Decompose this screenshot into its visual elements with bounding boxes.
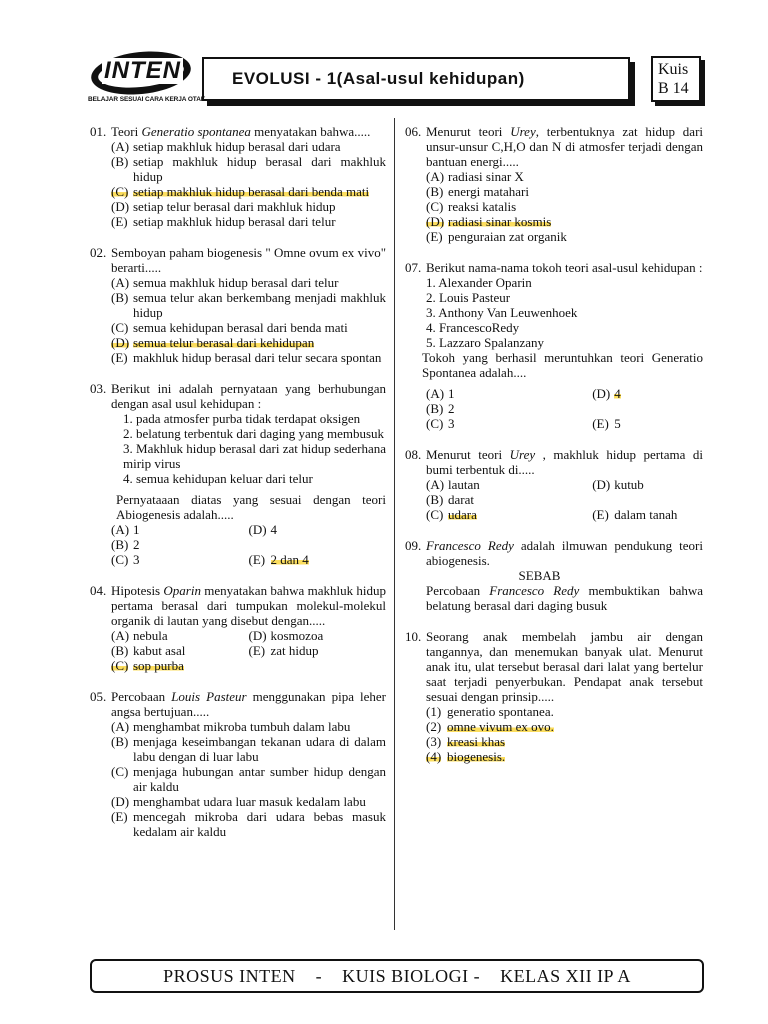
options-row — [111, 522, 386, 537]
option-text: omne vivum ex ovo. — [447, 719, 554, 734]
option-d-highlighted[interactable] — [426, 214, 703, 229]
footer-separator: - — [315, 965, 323, 986]
option-a[interactable] — [426, 477, 592, 492]
option-text: semua makhluk hidup berasal dari telur — [133, 275, 339, 290]
stem-text: menyatakan bahwa makhluk hidup pertama berasal dari tumpukan molekul-molekul organik di lautan yang disebut dengan..... — [111, 583, 386, 628]
footer-left: PROSUS INTEN — [163, 965, 296, 986]
option-b[interactable] — [111, 643, 249, 658]
stem-text: , terbentuknya zat hidup dari unsur-unsur C,H,O dan N di atmosfer terjadi dengan bantuan energi..... — [426, 124, 704, 169]
question-body — [111, 689, 386, 839]
reason-part: membuktikan bahwa belatung berasal dari daging busuk — [426, 583, 704, 613]
option-e[interactable] — [592, 507, 703, 522]
options-row — [426, 416, 703, 431]
question-number: 09. — [405, 538, 422, 553]
stem-text: menyatakan bahwa..... — [250, 124, 371, 139]
title-box — [202, 57, 630, 101]
option-text: setiap makhluk hidup berasal dari makhluk hidup — [133, 154, 386, 184]
option-letter: (2) — [426, 719, 442, 734]
option-text: biogenesis. — [447, 749, 506, 764]
option-b[interactable] — [426, 492, 537, 507]
statement-text: 3. Makhluk hidup berasal dari zat hidup sederhana mirip virus — [123, 441, 386, 471]
logo-text: INTEN — [104, 57, 181, 84]
option-a[interactable] — [111, 628, 249, 643]
option-text: 4 — [270, 522, 277, 537]
question-02 — [90, 245, 386, 365]
option-1[interactable] — [426, 704, 703, 719]
option-letter: (D) — [111, 335, 130, 350]
option-text: radiasi sinar X — [448, 169, 524, 184]
option-3-highlighted[interactable] — [426, 734, 703, 749]
option-text: kreasi khas — [447, 734, 506, 749]
question-10 — [405, 629, 703, 764]
statement-3 — [111, 441, 386, 471]
stem-text: Menurut teori — [426, 124, 511, 139]
option-b[interactable] — [111, 154, 386, 184]
option-letter: (D) — [248, 628, 267, 643]
option-letter: (A) — [111, 522, 130, 537]
kuis-code-box — [651, 56, 701, 102]
question-number: 07. — [405, 260, 422, 275]
option-text: setiap makhluk hidup berasal dari benda mati — [133, 184, 370, 199]
option-d-highlighted[interactable] — [592, 386, 703, 401]
question-stem: Berikut ini adalah pernyataan yang berhubungan dengan asal usul kehidupan : — [111, 381, 386, 411]
right-column — [405, 124, 703, 780]
option-b[interactable] — [111, 537, 249, 552]
option-c[interactable] — [111, 552, 249, 567]
options-row — [111, 552, 386, 567]
option-d[interactable] — [111, 199, 386, 214]
question-body — [426, 629, 703, 764]
option-text: setiap makhluk hidup berasal dari udara — [133, 139, 341, 154]
options-row — [426, 492, 703, 507]
footer-middle: KUIS BIOLOGI - — [342, 965, 481, 986]
question-prompt: Tokoh yang berhasil meruntuhkan teori Generatio Spontanea adalah.... — [422, 350, 703, 380]
statement-1: 1. Alexander Oparin — [426, 275, 532, 290]
question-01 — [90, 124, 386, 229]
option-text: dalam tanah — [614, 507, 678, 522]
option-e[interactable] — [111, 350, 386, 365]
question-03 — [90, 381, 386, 567]
option-d[interactable] — [111, 794, 386, 809]
option-text: kutub — [614, 477, 644, 492]
option-letter: (B) — [426, 184, 444, 199]
option-text: generatio spontanea. — [447, 704, 554, 719]
option-text: nebula — [133, 628, 168, 643]
option-text: sop purba — [133, 658, 184, 673]
statement-5: 5. Lazzaro Spalanzany — [426, 335, 545, 350]
statement-3: 3. Anthony Van Leuwenhoek — [426, 305, 578, 320]
question-number: 05. — [90, 689, 107, 704]
stem-text: , makhluk hidup pertama di bumi terbentuk di..... — [426, 447, 703, 477]
question-stem — [111, 689, 386, 719]
option-text: makhluk hidup berasal dari telur secara spontan — [133, 350, 382, 365]
stem-italic: Francesco Redy — [426, 538, 514, 553]
footer-right: KELAS XII IP A — [500, 965, 631, 986]
option-d[interactable] — [249, 522, 387, 537]
footer-bar — [90, 959, 704, 993]
option-e[interactable] — [426, 229, 703, 244]
option-text: radiasi sinar kosmis — [448, 214, 552, 229]
statement-text: 1. pada atmosfer purba tidak terdapat oksigen — [123, 411, 361, 426]
question-06 — [405, 124, 703, 244]
option-text: mencegah mikroba dari udara bebas masuk kedalam air kaldu — [133, 809, 386, 839]
stem-text: Hipotesis — [111, 583, 164, 598]
question-prompt: Pernyataaan diatas yang sesuai dengan teori Abiogenesis adalah..... — [116, 492, 386, 522]
options-row — [111, 643, 386, 658]
option-letter: (E) — [592, 507, 609, 522]
options-row — [111, 628, 386, 643]
option-text: 5 — [614, 416, 621, 431]
question-stem — [426, 538, 703, 568]
option-text: darat — [448, 492, 474, 507]
option-a[interactable] — [111, 719, 386, 734]
question-body — [111, 583, 386, 673]
option-letter: (B) — [111, 154, 129, 169]
question-number: 03. — [90, 381, 107, 396]
option-text: reaksi katalis — [448, 199, 517, 214]
option-letter: (B) — [111, 643, 129, 658]
statement-2: 2. Louis Pasteur — [426, 290, 511, 305]
stem-italic: Oparin — [163, 583, 201, 598]
option-b[interactable] — [111, 290, 386, 320]
option-text: kosmozoa — [270, 628, 324, 643]
question-stem: Seorang anak membelah jambu air dengan tangannya, dan menemukan banyak ulat. Menurut anak itu, ulat tersebut berasal dari lalat yang bertelur saat terjadi penyerbukan. Pendapat anak tersebut sesuai dengan prinsip..... — [426, 629, 703, 704]
stem-text: Menurut teori — [426, 447, 510, 462]
option-a[interactable] — [426, 169, 703, 184]
option-text: 2 — [133, 537, 140, 552]
options-row — [426, 507, 703, 522]
option-letter: (B) — [426, 492, 444, 507]
question-number: 08. — [405, 447, 422, 462]
option-letter: (B) — [111, 537, 129, 552]
question-number: 04. — [90, 583, 107, 598]
option-b[interactable] — [111, 734, 386, 764]
question-number: 01. — [90, 124, 107, 139]
option-e-highlighted[interactable] — [249, 552, 387, 567]
logo-tagline: BELAJAR SESUAI CARA KERJA OTAK — [88, 96, 206, 103]
option-letter: (A) — [426, 477, 445, 492]
option-text: 3 — [448, 416, 455, 431]
option-e[interactable] — [111, 809, 386, 839]
question-body — [111, 124, 386, 229]
option-text: setiap makhluk hidup berasal dari telur — [133, 214, 336, 229]
option-letter: (D) — [592, 477, 611, 492]
option-letter: (C) — [426, 507, 444, 522]
kuis-label: Kuis — [658, 61, 689, 78]
option-letter: (B) — [111, 290, 129, 305]
option-text: semua kehidupan berasal dari benda mati — [133, 320, 348, 335]
option-text: semua telur akan berkembang menjadi makhluk hidup — [133, 290, 386, 320]
option-letter: (C) — [111, 764, 129, 779]
option-letter: (B) — [426, 401, 444, 416]
option-letter: (C) — [426, 199, 444, 214]
sebab-label: SEBAB — [518, 568, 561, 583]
stem-text: Teori — [111, 124, 142, 139]
statement-1 — [111, 411, 386, 426]
option-letter: (A) — [111, 275, 130, 290]
option-text: menghambat mikroba tumbuh dalam labu — [133, 719, 351, 734]
stem-text: Percobaan — [111, 689, 172, 704]
option-text: energi matahari — [448, 184, 529, 199]
option-letter: (C) — [111, 320, 129, 335]
option-text: menjaga keseimbangan tekanan udara di dalam labu dengan di luar labu — [133, 734, 386, 764]
question-number: 06. — [405, 124, 422, 139]
option-c[interactable] — [111, 320, 386, 335]
option-letter: (3) — [426, 734, 442, 749]
option-letter: (A) — [426, 386, 445, 401]
option-letter: (C) — [426, 416, 444, 431]
options-row — [426, 401, 703, 416]
option-letter: (D) — [248, 522, 267, 537]
option-letter: (C) — [111, 552, 129, 567]
question-number: 10. — [405, 629, 422, 644]
option-e[interactable] — [249, 643, 387, 658]
option-c[interactable] — [426, 199, 703, 214]
option-a[interactable] — [111, 275, 386, 290]
option-letter: (E) — [111, 350, 128, 365]
options-row — [426, 477, 703, 492]
option-letter: (E) — [248, 552, 266, 567]
option-letter: (E) — [426, 229, 443, 244]
option-a[interactable] — [426, 386, 592, 401]
stem-text: menggunakan pipa leher angsa bertujuan..... — [111, 689, 386, 719]
question-stem — [111, 124, 386, 139]
option-letter: (E) — [111, 214, 128, 229]
option-c[interactable] — [426, 416, 592, 431]
option-c[interactable] — [111, 764, 386, 794]
options-row — [426, 386, 703, 401]
question-stem — [426, 447, 703, 477]
statement-2 — [111, 426, 386, 441]
option-2-highlighted[interactable] — [426, 719, 703, 734]
stem-italic: Urey — [509, 447, 536, 462]
option-c-highlighted[interactable] — [111, 184, 386, 199]
option-letter: (A) — [111, 139, 130, 154]
option-letter: (D) — [426, 214, 445, 229]
option-letter: (D) — [592, 386, 611, 401]
stem-italic: Louis Pasteur — [171, 689, 247, 704]
option-d-highlighted[interactable] — [111, 335, 386, 350]
question-stem: Berikut nama-nama tokoh teori asal-usul kehidupan : — [426, 260, 703, 275]
option-text: 4 — [614, 386, 621, 401]
option-b[interactable] — [426, 401, 537, 416]
question-05 — [90, 689, 386, 839]
option-letter: (E) — [248, 643, 266, 658]
option-text: lautan — [448, 477, 480, 492]
option-d[interactable] — [249, 628, 387, 643]
stem-italic: Generatio spontanea — [141, 124, 251, 139]
question-body — [111, 381, 386, 567]
statement-text: 2. belatung terbentuk dari daging yang membusuk — [123, 426, 385, 441]
question-04 — [90, 583, 386, 673]
question-07 — [405, 260, 703, 431]
option-letter: (1) — [426, 704, 442, 719]
option-text: menjaga hubungan antar sumber hidup dengan air kaldu — [133, 764, 386, 794]
options-row — [111, 658, 386, 673]
option-text: 2 — [448, 401, 455, 416]
option-letter: (4) — [426, 749, 442, 764]
option-text: menghambat udara luar masuk kedalam labu — [133, 794, 366, 809]
question-08 — [405, 447, 703, 522]
option-d[interactable] — [592, 477, 703, 492]
option-letter: (E) — [111, 809, 128, 824]
option-text: setiap telur berasal dari makhluk hidup — [133, 199, 336, 214]
option-letter: (C) — [111, 184, 129, 199]
option-letter: (C) — [111, 658, 129, 673]
question-body — [426, 447, 703, 522]
option-letter: (A) — [111, 628, 130, 643]
option-a[interactable] — [111, 522, 249, 537]
question-body — [422, 260, 703, 431]
option-c-highlighted[interactable] — [426, 507, 592, 522]
question-body — [426, 124, 703, 244]
reason-part: Percobaan — [426, 583, 490, 598]
option-text: kabut asal — [133, 643, 186, 658]
question-stem: Semboyan paham biogenesis " Omne ovum ex vivo" berarti..... — [111, 245, 386, 275]
statement-4: 4. FrancescoRedy — [426, 320, 520, 335]
question-stem — [111, 583, 386, 628]
option-text: penguraian zat organik — [448, 229, 567, 244]
option-text: 2 dan 4 — [270, 552, 309, 567]
option-text: zat hidup — [270, 643, 319, 658]
option-b[interactable] — [426, 184, 703, 199]
page-title: EVOLUSI - 1(Asal-usul kehidupan) — [232, 69, 525, 88]
reason-text — [426, 583, 703, 613]
question-stem — [426, 124, 703, 169]
option-text: semua telur berasal dari kehidupan — [133, 335, 315, 350]
option-letter: (E) — [592, 416, 609, 431]
option-c-highlighted[interactable] — [111, 658, 249, 673]
option-letter: (B) — [111, 734, 129, 749]
option-text: 1 — [133, 522, 140, 537]
column-divider — [394, 118, 395, 930]
option-letter: (A) — [111, 719, 130, 734]
reason-italic: Francesco Redy — [489, 583, 580, 598]
left-column — [90, 124, 386, 855]
option-text: 3 — [133, 552, 140, 567]
option-letter: (A) — [426, 169, 445, 184]
question-09 — [405, 538, 703, 613]
option-e[interactable] — [592, 416, 703, 431]
stem-text: adalah ilmuwan pendukung teori abiogenesis. — [426, 538, 703, 568]
kuis-code: B 14 — [658, 80, 689, 97]
options-row — [111, 537, 386, 552]
option-text: udara — [448, 507, 477, 522]
question-body — [426, 538, 703, 613]
option-text: 1 — [448, 386, 455, 401]
option-letter: (D) — [111, 794, 130, 809]
question-number: 02. — [90, 245, 107, 260]
option-e[interactable] — [111, 214, 386, 229]
statement-4 — [111, 471, 386, 486]
question-body — [111, 245, 386, 365]
option-a[interactable] — [111, 139, 386, 154]
statement-text: 4. semua kehidupan keluar dari telur — [123, 471, 313, 486]
inten-logo — [88, 50, 206, 110]
option-4-highlighted[interactable] — [426, 749, 703, 764]
option-letter: (D) — [111, 199, 130, 214]
stem-italic: Urey — [510, 124, 536, 139]
